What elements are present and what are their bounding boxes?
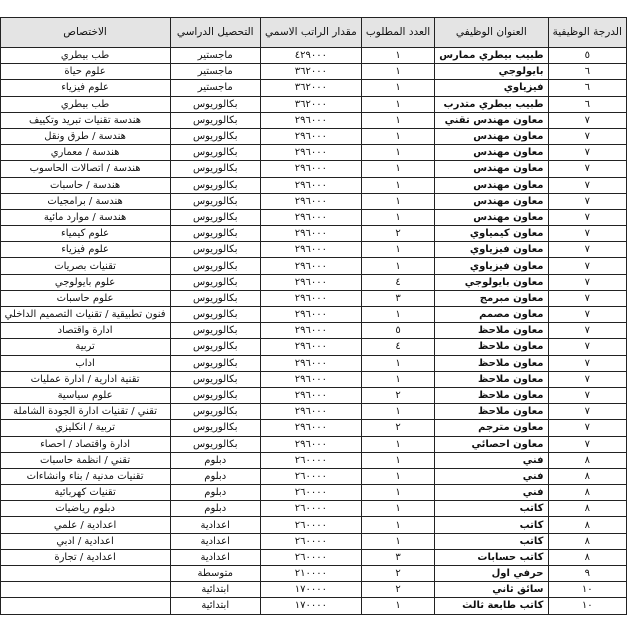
specialty-cell: علوم سياسية: [0, 387, 170, 403]
grade-cell: ٧: [548, 128, 627, 144]
grade-cell: ٧: [548, 242, 627, 258]
grade-cell: ٧: [548, 209, 627, 225]
specialty-cell: تقني / تقنيات ادارة الجودة الشاملة: [0, 404, 170, 420]
salary-cell: ٢٦٠٠٠٠: [260, 485, 361, 501]
table-row: [0, 80, 627, 96]
header-specialty: الاختصاص: [0, 18, 170, 48]
specialty-cell: هندسة / معماري: [0, 145, 170, 161]
count-cell: ١: [361, 177, 434, 193]
salary-cell: ٢٩٦٠٠٠: [260, 242, 361, 258]
job-title-cell: معاون ملاحظ: [435, 323, 548, 339]
header-education: التحصيل الدراسي: [170, 18, 260, 48]
salary-cell: ٤٢٩٠٠٠: [260, 48, 361, 64]
specialty-cell: تقنيات مدنية / بناء وانشاءات: [0, 468, 170, 484]
salary-cell: ٢٩٦٠٠٠: [260, 355, 361, 371]
education-cell: بكالوريوس: [170, 161, 260, 177]
grade-cell: ٧: [548, 420, 627, 436]
table-row: [0, 323, 627, 339]
count-cell: ١: [361, 533, 434, 549]
job-title-cell: كاتب: [435, 501, 548, 517]
salary-cell: ٢٩٦٠٠٠: [260, 193, 361, 209]
grade-cell: ٧: [548, 193, 627, 209]
table-row: [0, 112, 627, 128]
grade-cell: ٧: [548, 274, 627, 290]
job-title-cell: معاون مهندس: [435, 209, 548, 225]
specialty-cell: اداب: [0, 355, 170, 371]
education-cell: بكالوريوس: [170, 193, 260, 209]
job-title-cell: سائق ثاني: [435, 582, 548, 598]
specialty-cell: طب بيطري: [0, 96, 170, 112]
salary-cell: ٢٩٦٠٠٠: [260, 226, 361, 242]
table-row: [0, 339, 627, 355]
salary-cell: ٢٩٦٠٠٠: [260, 436, 361, 452]
job-title-cell: كاتب طابعة ثالث: [435, 598, 548, 614]
count-cell: ٢: [361, 566, 434, 582]
specialty-cell: تقنيات كهربائية: [0, 485, 170, 501]
table-row: [0, 128, 627, 144]
count-cell: ١: [361, 307, 434, 323]
salary-cell: ٢٩٦٠٠٠: [260, 339, 361, 355]
job-title-cell: معاون مهندس: [435, 161, 548, 177]
table-row: [0, 145, 627, 161]
job-title-cell: معاون بايولوجي: [435, 274, 548, 290]
count-cell: ١: [361, 96, 434, 112]
count-cell: ١: [361, 258, 434, 274]
grade-cell: ٨: [548, 533, 627, 549]
education-cell: بكالوريوس: [170, 371, 260, 387]
grade-cell: ٩: [548, 566, 627, 582]
education-cell: بكالوريوس: [170, 112, 260, 128]
education-cell: ماجستير: [170, 80, 260, 96]
salary-cell: ٢٦٠٠٠٠: [260, 533, 361, 549]
count-cell: ١: [361, 517, 434, 533]
salary-cell: ٢٩٦٠٠٠: [260, 161, 361, 177]
grade-cell: ١٠: [548, 598, 627, 614]
job-title-cell: طبيب بيطري ممارس: [435, 48, 548, 64]
count-cell: ٤: [361, 339, 434, 355]
table-row: [0, 290, 627, 306]
job-title-cell: كاتب: [435, 517, 548, 533]
grade-cell: ٧: [548, 323, 627, 339]
education-cell: بكالوريوس: [170, 404, 260, 420]
specialty-cell: ادارة واقتصاد: [0, 323, 170, 339]
grade-cell: ٥: [548, 48, 627, 64]
education-cell: بكالوريوس: [170, 355, 260, 371]
table-row: [0, 501, 627, 517]
specialty-cell: هندسة تقنيات تبريد وتكييف: [0, 112, 170, 128]
table-row: [0, 485, 627, 501]
specialty-cell: [0, 598, 170, 614]
education-cell: ابتدائية: [170, 598, 260, 614]
salary-cell: ٢٩٦٠٠٠: [260, 307, 361, 323]
table-row: [0, 355, 627, 371]
table-row: [0, 226, 627, 242]
table-row: [0, 420, 627, 436]
education-cell: اعدادية: [170, 549, 260, 565]
salary-cell: ٢٦٠٠٠٠: [260, 549, 361, 565]
count-cell: ١: [361, 193, 434, 209]
job-title-cell: معاون ملاحظ: [435, 339, 548, 355]
count-cell: ١: [361, 598, 434, 614]
job-title-cell: معاون ملاحظ: [435, 387, 548, 403]
education-cell: اعدادية: [170, 533, 260, 549]
grade-cell: ١٠: [548, 582, 627, 598]
job-title-cell: معاون مصمم: [435, 307, 548, 323]
grade-cell: ٧: [548, 161, 627, 177]
job-title-cell: معاون ملاحظ: [435, 371, 548, 387]
table-row: [0, 258, 627, 274]
job-vacancies-table: [0, 17, 627, 615]
count-cell: ١: [361, 468, 434, 484]
job-title-cell: معاون مبرمج: [435, 290, 548, 306]
salary-cell: ٢٦٠٠٠٠: [260, 517, 361, 533]
table-row: [0, 468, 627, 484]
salary-cell: ٢٦٠٠٠٠: [260, 452, 361, 468]
job-title-cell: كاتب: [435, 533, 548, 549]
salary-cell: ٢٩٦٠٠٠: [260, 404, 361, 420]
salary-cell: ٢٩٦٠٠٠: [260, 323, 361, 339]
grade-cell: ٧: [548, 177, 627, 193]
salary-cell: ٢١٠٠٠٠: [260, 566, 361, 582]
table-row: [0, 598, 627, 614]
salary-cell: ٢٩٦٠٠٠: [260, 258, 361, 274]
table-body: [0, 48, 627, 615]
grade-cell: ٧: [548, 355, 627, 371]
grade-cell: ٦: [548, 64, 627, 80]
education-cell: بكالوريوس: [170, 290, 260, 306]
salary-cell: ٣٦٢٠٠٠: [260, 80, 361, 96]
table-row: [0, 533, 627, 549]
salary-cell: ٢٦٠٠٠٠: [260, 468, 361, 484]
salary-cell: ٢٦٠٠٠٠: [260, 501, 361, 517]
education-cell: ماجستير: [170, 64, 260, 80]
job-title-cell: معاون مهندس: [435, 145, 548, 161]
count-cell: ١: [361, 355, 434, 371]
count-cell: ٣: [361, 549, 434, 565]
table-row: [0, 161, 627, 177]
job-title-cell: معاون ملاحظ: [435, 404, 548, 420]
job-title-cell: حرفي اول: [435, 566, 548, 582]
education-cell: دبلوم: [170, 452, 260, 468]
specialty-cell: تقنيات بصريات: [0, 258, 170, 274]
specialty-cell: فنون تطبيقية / تقنيات التصميم الداخلي: [0, 307, 170, 323]
specialty-cell: [0, 582, 170, 598]
salary-cell: ٢٩٦٠٠٠: [260, 371, 361, 387]
table-row: [0, 452, 627, 468]
education-cell: بكالوريوس: [170, 96, 260, 112]
grade-cell: ٦: [548, 96, 627, 112]
table-row: [0, 582, 627, 598]
count-cell: ١: [361, 64, 434, 80]
table-row: [0, 549, 627, 565]
table-row: [0, 387, 627, 403]
education-cell: اعدادية: [170, 517, 260, 533]
specialty-cell: تربية / انكليزي: [0, 420, 170, 436]
count-cell: ٢: [361, 420, 434, 436]
salary-cell: ٢٩٦٠٠٠: [260, 145, 361, 161]
job-title-cell: معاون مهندس: [435, 177, 548, 193]
count-cell: ١: [361, 371, 434, 387]
table-row: [0, 64, 627, 80]
education-cell: بكالوريوس: [170, 258, 260, 274]
specialty-cell: علوم حاسبات: [0, 290, 170, 306]
salary-cell: ٢٩٦٠٠٠: [260, 290, 361, 306]
salary-cell: ٢٩٦٠٠٠: [260, 387, 361, 403]
education-cell: بكالوريوس: [170, 307, 260, 323]
education-cell: دبلوم: [170, 468, 260, 484]
specialty-cell: تقني / انظمة حاسبات: [0, 452, 170, 468]
grade-cell: ٨: [548, 501, 627, 517]
job-title-cell: فني: [435, 468, 548, 484]
grade-cell: ٧: [548, 387, 627, 403]
table-row: [0, 371, 627, 387]
table-row: [0, 177, 627, 193]
count-cell: ٢: [361, 387, 434, 403]
count-cell: ١: [361, 161, 434, 177]
specialty-cell: هندسة / حاسبات: [0, 177, 170, 193]
job-title-cell: فني: [435, 452, 548, 468]
specialty-cell: علوم فيزياء: [0, 80, 170, 96]
count-cell: ١: [361, 145, 434, 161]
grade-cell: ٨: [548, 485, 627, 501]
count-cell: ١: [361, 80, 434, 96]
table-row: [0, 404, 627, 420]
education-cell: متوسطة: [170, 566, 260, 582]
count-cell: ١: [361, 242, 434, 258]
specialty-cell: علوم كيمياء: [0, 226, 170, 242]
table-row: [0, 48, 627, 64]
specialty-cell: علوم حياة: [0, 64, 170, 80]
grade-cell: ٨: [548, 468, 627, 484]
education-cell: بكالوريوس: [170, 339, 260, 355]
education-cell: بكالوريوس: [170, 177, 260, 193]
count-cell: ٥: [361, 323, 434, 339]
grade-cell: ٧: [548, 404, 627, 420]
table-row: [0, 193, 627, 209]
count-cell: ١: [361, 501, 434, 517]
job-title-cell: معاون مهندس تقني: [435, 112, 548, 128]
education-cell: بكالوريوس: [170, 387, 260, 403]
count-cell: ٢: [361, 226, 434, 242]
education-cell: بكالوريوس: [170, 420, 260, 436]
salary-cell: ٢٩٦٠٠٠: [260, 209, 361, 225]
count-cell: ١: [361, 112, 434, 128]
grade-cell: ٧: [548, 290, 627, 306]
education-cell: دبلوم: [170, 485, 260, 501]
header-job-title: العنوان الوظيفي: [435, 18, 548, 48]
education-cell: بكالوريوس: [170, 145, 260, 161]
specialty-cell: اعدادية / علمي: [0, 517, 170, 533]
education-cell: بكالوريوس: [170, 128, 260, 144]
count-cell: ١: [361, 452, 434, 468]
grade-cell: ٧: [548, 112, 627, 128]
education-cell: بكالوريوس: [170, 436, 260, 452]
salary-cell: ٢٩٦٠٠٠: [260, 274, 361, 290]
specialty-cell: هندسة / اتصالات الحاسوب: [0, 161, 170, 177]
header-grade: الدرجة الوظيفية: [548, 18, 627, 48]
job-title-cell: طبيب بيطري متدرب: [435, 96, 548, 112]
count-cell: ٣: [361, 290, 434, 306]
specialty-cell: ادارة واقتصاد / احصاء: [0, 436, 170, 452]
grade-cell: ٧: [548, 258, 627, 274]
salary-cell: ٣٦٢٠٠٠: [260, 64, 361, 80]
job-vacancies-table-wrapper: [0, 17, 627, 615]
specialty-cell: [0, 566, 170, 582]
job-title-cell: معاون مهندس: [435, 193, 548, 209]
grade-cell: ٧: [548, 436, 627, 452]
specialty-cell: اعدادية / تجارة: [0, 549, 170, 565]
job-title-cell: بايولوجي: [435, 64, 548, 80]
specialty-cell: تربية: [0, 339, 170, 355]
grade-cell: ٧: [548, 371, 627, 387]
grade-cell: ٨: [548, 549, 627, 565]
header-salary: مقدار الراتب الاسمي: [260, 18, 361, 48]
grade-cell: ٨: [548, 517, 627, 533]
table-row: [0, 307, 627, 323]
specialty-cell: اعدادية / ادبي: [0, 533, 170, 549]
specialty-cell: علوم فيزياء: [0, 242, 170, 258]
salary-cell: ٢٩٦٠٠٠: [260, 177, 361, 193]
table-row: [0, 517, 627, 533]
count-cell: ١: [361, 436, 434, 452]
education-cell: بكالوريوس: [170, 226, 260, 242]
table-row: [0, 566, 627, 582]
table-row: [0, 209, 627, 225]
specialty-cell: طب بيطري: [0, 48, 170, 64]
specialty-cell: هندسة / برامجيات: [0, 193, 170, 209]
job-title-cell: فني: [435, 485, 548, 501]
education-cell: بكالوريوس: [170, 242, 260, 258]
grade-cell: ٦: [548, 80, 627, 96]
job-title-cell: كاتب حسابات: [435, 549, 548, 565]
job-title-cell: معاون مهندس: [435, 128, 548, 144]
specialty-cell: هندسة / موارد مائية: [0, 209, 170, 225]
grade-cell: ٨: [548, 452, 627, 468]
specialty-cell: هندسة / طرق ونقل: [0, 128, 170, 144]
salary-cell: ٣٦٢٠٠٠: [260, 96, 361, 112]
grade-cell: ٧: [548, 307, 627, 323]
job-title-cell: معاون احصائي: [435, 436, 548, 452]
education-cell: بكالوريوس: [170, 274, 260, 290]
table-row: [0, 274, 627, 290]
header-count: العدد المطلوب: [361, 18, 434, 48]
job-title-cell: معاون كيمياوي: [435, 226, 548, 242]
salary-cell: ١٧٠٠٠٠: [260, 582, 361, 598]
count-cell: ١: [361, 48, 434, 64]
specialty-cell: تقنية ادارية / ادارة عمليات: [0, 371, 170, 387]
table-row: [0, 242, 627, 258]
salary-cell: ٢٩٦٠٠٠: [260, 128, 361, 144]
specialty-cell: دبلوم رياضيات: [0, 501, 170, 517]
grade-cell: ٧: [548, 226, 627, 242]
grade-cell: ٧: [548, 339, 627, 355]
specialty-cell: علوم بايولوجي: [0, 274, 170, 290]
count-cell: ١: [361, 485, 434, 501]
education-cell: ابتدائية: [170, 582, 260, 598]
salary-cell: ٢٩٦٠٠٠: [260, 420, 361, 436]
table-row: [0, 436, 627, 452]
count-cell: ١: [361, 128, 434, 144]
count-cell: ١: [361, 404, 434, 420]
education-cell: بكالوريوس: [170, 209, 260, 225]
count-cell: ٤: [361, 274, 434, 290]
count-cell: ١: [361, 209, 434, 225]
salary-cell: ١٧٠٠٠٠: [260, 598, 361, 614]
salary-cell: ٢٩٦٠٠٠: [260, 112, 361, 128]
education-cell: ماجستير: [170, 48, 260, 64]
education-cell: بكالوريوس: [170, 323, 260, 339]
education-cell: دبلوم: [170, 501, 260, 517]
job-title-cell: معاون فيزياوي: [435, 242, 548, 258]
job-title-cell: معاون فيزياوي: [435, 258, 548, 274]
table-header-row: [0, 18, 627, 48]
job-title-cell: معاون ملاحظ: [435, 355, 548, 371]
table-row: [0, 96, 627, 112]
count-cell: ٢: [361, 582, 434, 598]
job-title-cell: فيزياوي: [435, 80, 548, 96]
job-title-cell: معاون مترجم: [435, 420, 548, 436]
grade-cell: ٧: [548, 145, 627, 161]
